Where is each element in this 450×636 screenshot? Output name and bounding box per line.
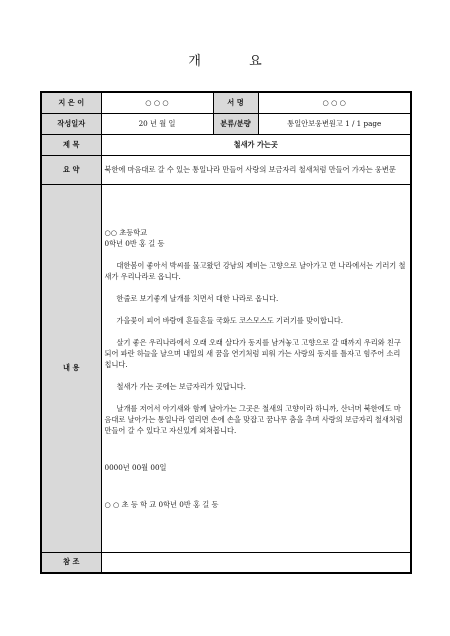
date-label: 작성일자 <box>41 113 101 134</box>
content-paragraph-2: 한줄로 보기좋게 날개를 치면서 대한 나라로 옵니다. <box>116 293 279 303</box>
overview-table <box>40 91 412 574</box>
content-body <box>101 184 411 552</box>
content-paragraph-1: 대한봄이 좋아서 박씨를 물고왔던 강남의 제비는 고향으로 날아가고 먼 나라에서는 기러기 철새가 우리나라로 옵니다. <box>104 260 406 281</box>
content-school: ○○ 초등학교 <box>104 227 148 237</box>
date-row <box>41 113 411 134</box>
content-signoff: ○ ○ 초 등 학 교 0학년 0반 홍 길 동 <box>104 499 219 509</box>
summary-row <box>41 155 411 184</box>
author-label: 지 은 이 <box>41 92 101 113</box>
reference-label: 참 조 <box>41 552 101 573</box>
signature-value: ○ ○ ○ <box>258 92 411 113</box>
content-date: 0000년 00월 00일 <box>104 462 167 472</box>
content-paragraph-5: 철새가 가는 곳에는 보금자리가 있답니다. <box>116 381 246 391</box>
subject-row <box>41 134 411 155</box>
summary-value: 북한에 마음대로 갈 수 있는 통일나라 만들어 사랑의 보금자리 철새처럼 만들어 가자는 웅변문 <box>101 155 411 184</box>
category-label: 분류/분량 <box>213 113 258 134</box>
content-paragraph-6: 날개를 저어서 아기새와 함께 날아가는 그곳은 철새의 고향이라 하니까, 산너머 북한에도 마음대로 날아가는 통일나라 열리면 손에 손을 맞잡고 꿈나무 춤을 추며 사랑의 보금자리 철새처럼 만들어 갈 수 있다고 자신있게 외쳐봅니다. <box>104 403 403 435</box>
author-row <box>41 92 411 113</box>
content-row <box>41 184 411 552</box>
signature-label: 서 명 <box>213 92 258 113</box>
reference-row <box>41 552 411 573</box>
content-paragraph-3: 가을꽃이 피어 바람에 흔들흔들 국화도 코스모스도 기러기를 맞이합니다. <box>116 315 344 325</box>
document-title: 개 요 <box>188 54 284 69</box>
subject-label: 제 목 <box>41 134 101 155</box>
category-value: 통일안보웅변원고 1 / 1 page <box>258 113 411 134</box>
content-label: 내 용 <box>41 184 101 552</box>
reference-value <box>101 552 411 573</box>
date-value: 20 년 월 일 <box>101 113 213 134</box>
subject-value: 철새가 가는곳 <box>101 134 411 155</box>
content-student: 0학년 0반 홍 길 동 <box>104 238 165 248</box>
summary-label: 요 약 <box>41 155 101 184</box>
content-paragraph-4: 살기 좋은 우리나라에서 오래 오래 살다가 동지를 남겨놓고 고향으로 갈 때까지 우리와 친구 되어 파란 하늘을 날으며 내일의 새 꿈을 연기처럼 피워 가는 사랑의 동지를 틀자고 힘주어 소리칩니다. <box>104 337 401 369</box>
author-value: ○ ○ ○ <box>101 92 213 113</box>
